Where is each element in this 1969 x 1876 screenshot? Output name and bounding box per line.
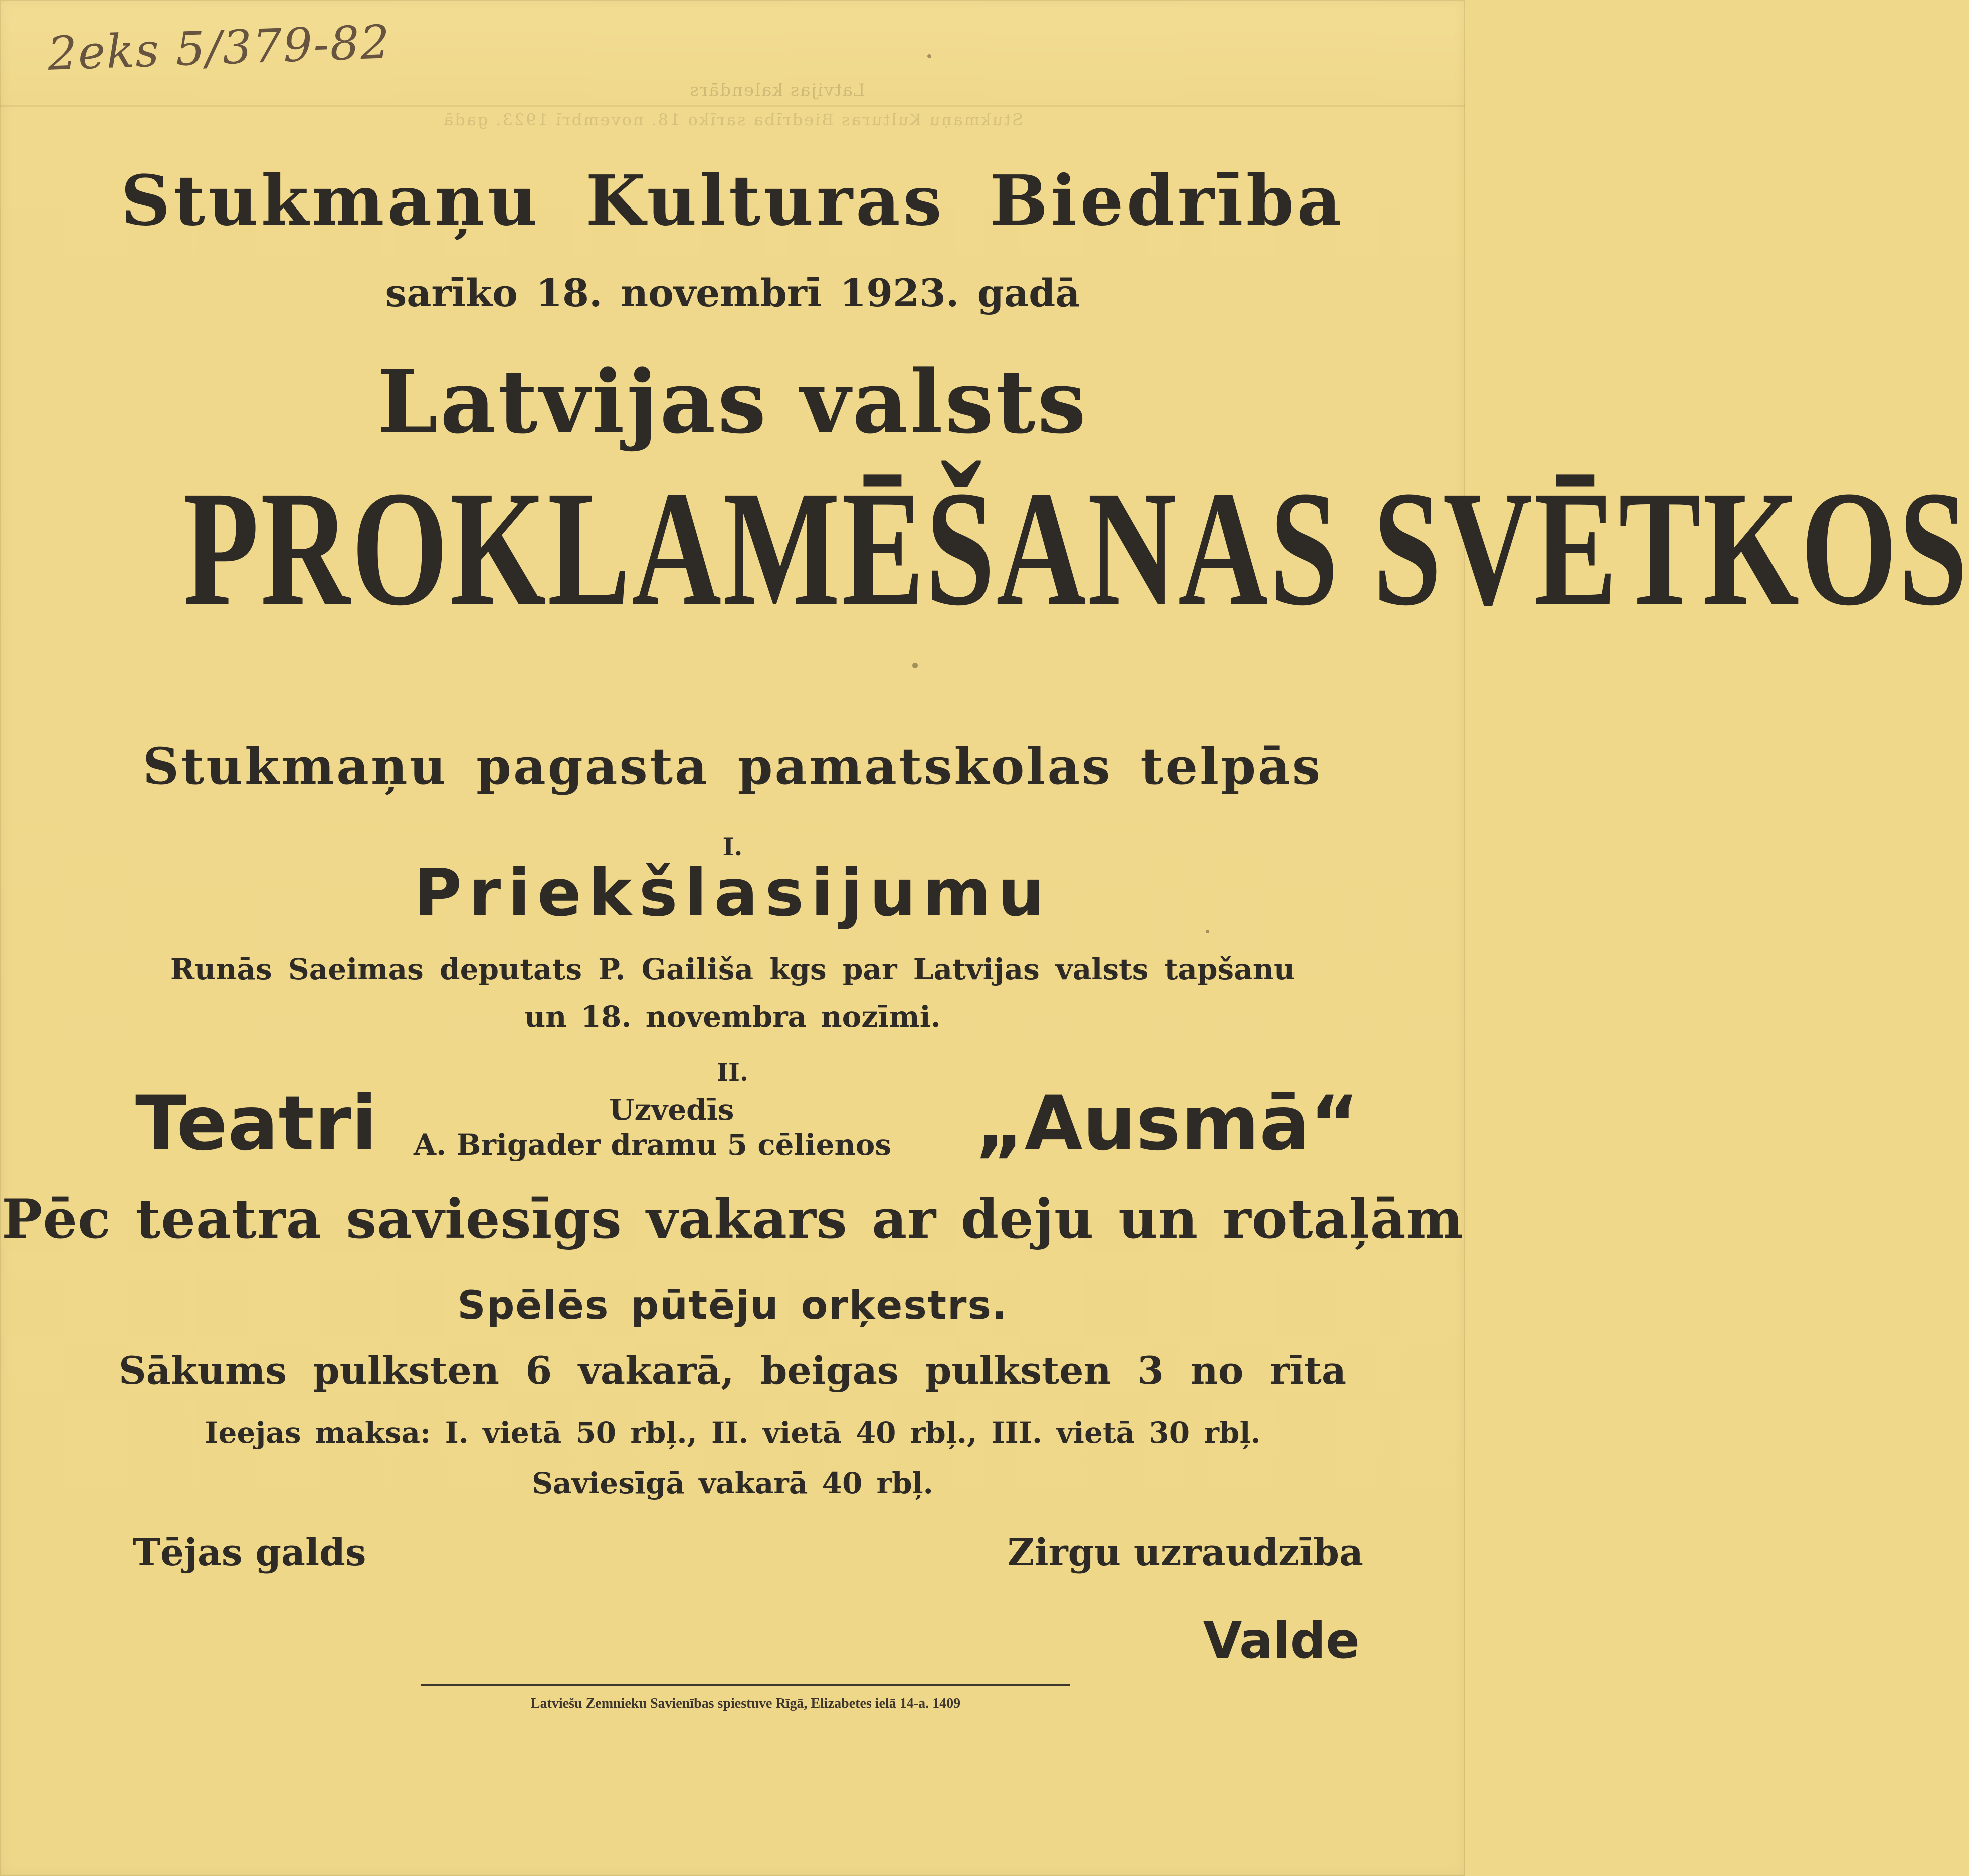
latvia-state: Latvijas valsts [377,351,1088,453]
printer-imprint: Latviešu Zemnieku Savienības spiestuve Rīgā, Elizabetes ielā 14-a. 1409 [530,1696,961,1711]
ink-speck [912,663,918,668]
evening-line: Pēc teatra saviesīgs vakars ar deju un rotaļām [2,1188,1464,1251]
bottom-row [133,1531,1363,1574]
signature: Valde [1203,1611,1360,1670]
main-title: PROKLAMĒŠANAS SVĒTKOS [183,457,1969,640]
entry-line-2: Saviesīgā vakarā 40 rbļ. [532,1466,933,1500]
section-one-title: Priekšlasijumu [414,855,1052,931]
section-one-number: I. [722,832,743,861]
section-one-line-2: un 18. novembra nozīmi. [524,1000,941,1034]
ink-speck [927,54,931,58]
orchestra-line: Spēlēs pūtēju orķestrs. [457,1283,1008,1328]
title-org: Stukmaņu Kulturas Biedrība [120,160,1345,241]
archival-note: 2eks 5/379-82 [47,15,392,81]
section-two-small-bottom: A. Brigader dramu 5 cēlienos [414,1128,892,1162]
venue: Stukmaņu pagasta pamatskolas telpās [142,737,1323,796]
section-two-number: II. [717,1058,748,1087]
ink-speck [1206,930,1209,933]
subtitle-date: sarīko 18. novembrī 1923. gadā [385,271,1080,315]
section-two-title-left: Teatri [135,1080,377,1167]
bleed-through-text: Latvijas kalendārs [689,80,865,100]
section-two-title-right: „Ausmā“ [975,1080,1359,1167]
entry-line-1: Ieejas maksa: I. vietā 50 rbļ., II. vietā 40 rbļ., III. vietā 30 rbļ. [205,1416,1261,1450]
horse-supervision-text: Zirgu uzraudzība [1007,1531,1363,1574]
bleed-through-text-wide: Stukmaņu Kulturas Biedrība sarīko 18. novembrī 1923. gadā [442,110,1023,129]
section-two-small-top: Uzvedīs [609,1093,734,1127]
tea-table-text: Tējas galds [133,1531,366,1574]
times-line: Sākums pulksten 6 vakarā, beigas pulksten 3 no rīta [118,1348,1347,1393]
printer-rule [421,1684,1070,1686]
section-one-line-1: Runās Saeimas deputats P. Gailiša kgs par Latvijas valsts tapšanu [170,952,1295,986]
